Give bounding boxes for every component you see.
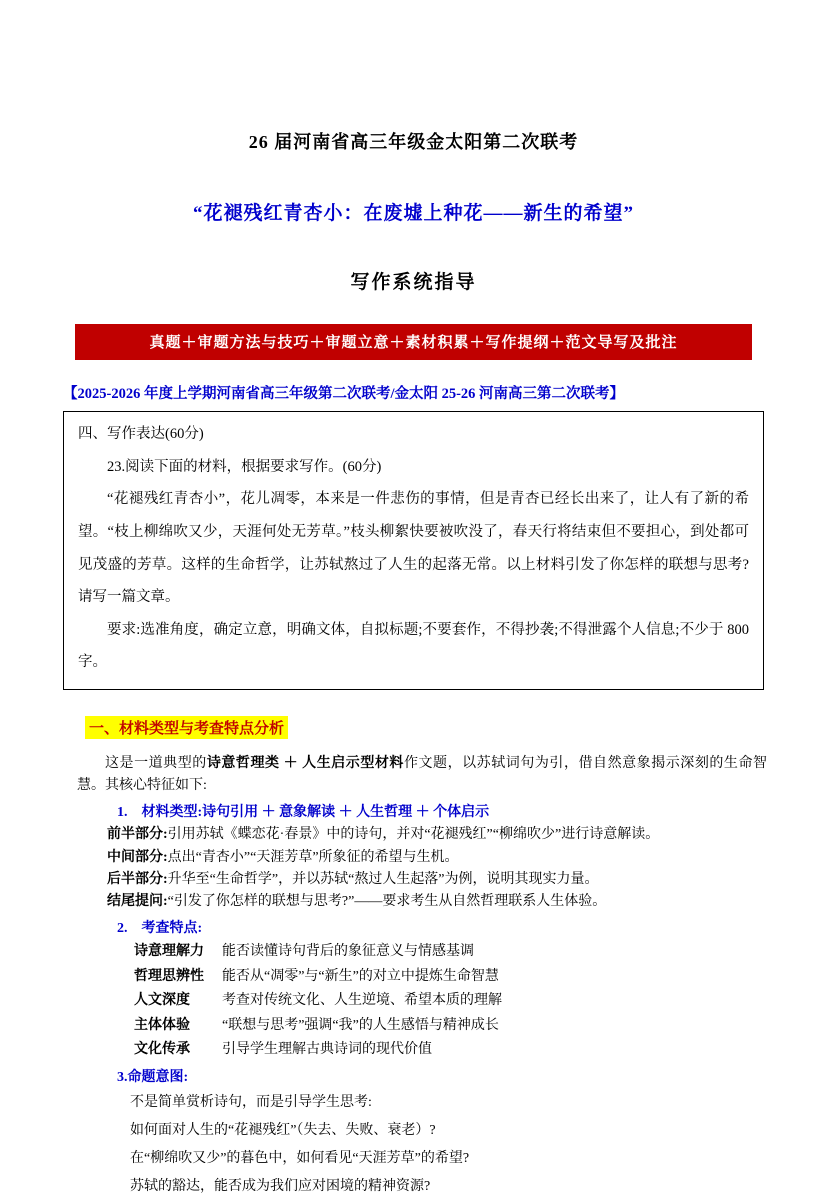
exam-section-title: 四、写作表达(60分) [78,426,204,442]
feature-desc-poetic: 能否读懂诗句背后的象征意义与情感基调 [222,944,474,960]
point1-item-latter [107,869,779,891]
point1-item-middle-text: 点出“青杏小”“天涯芳草”所象征的希望与生机。 [167,849,459,865]
feature-row-philosophy [134,965,764,990]
point1-heading: 1. 材料类型:诗句引用 ＋ 意象解读 ＋ 人生哲理 ＋ 个体启示 [117,804,490,820]
doc-title-main: 26 届河南省高三年级金太阳第二次联考 [248,132,579,152]
point3-line-2: 如何面对人生的“花褪残红”（失去、失败、衰老）? [130,1123,436,1139]
point1-item-latter-label: 后半部分: [107,871,168,887]
feature-label-poetic: 诗意理解力 [134,944,204,960]
point3-line-1: 不是简单赏析诗句，而是引导学生思考: [130,1095,372,1111]
feature-row-humanistic [134,989,764,1014]
point1-item-latter-text: 升华至“生命哲学”，并以苏轼“熬过人生起落”为例，说明其现实力量。 [167,871,599,887]
point1-item-middle-label: 中间部分: [107,849,168,865]
intro-text-post: 作文题，以苏轼词句为引，借自然意象揭示深刻的生命智慧。其核心特征如下: [77,756,768,794]
feature-label-humanistic: 人文深度 [134,993,190,1009]
feature-label-philosophy: 哲理思辨性 [134,968,204,984]
point2-heading: 2. 考查特点: [117,920,203,936]
point1-item-ending [107,891,779,913]
doc-title-theme: “花褪残红青杏小：在废墟上种花——新生的希望” [192,203,634,224]
point1-item-middle [107,847,779,869]
feature-desc-cultural: 引导学生理解古典诗词的现代价值 [222,1042,432,1058]
intro-text-pre: 这是一道典型的 [105,756,207,771]
analysis-section-heading: 一、材料类型与考查特点分析 [85,716,288,739]
analysis-intro-paragraph [77,753,767,798]
feature-desc-philosophy: 能否从“凋零”与“新生”的对立中提炼生命智慧 [222,968,499,984]
feature-desc-humanistic: 考查对传统文化、人生逆境、希望本质的理解 [222,993,502,1009]
exam-reference-line: 【2025-2026 年度上学期河南省高三年级第二次联考/金太阳 25-26 河南高三第二次联考】 [63,386,625,402]
exam-material-paragraph: “花褪残红青杏小”，花儿凋零，本来是一件悲伤的事情，但是青杏已经长出来了，让人有了新的希望。“枝上柳绵吹又少，天涯何处无芳草。”枝头柳絮快要被吹没了，春天行将结束但不要担心，到处都可见茂盛的芳草。这样的生命哲学，让苏轼熬过了人生的起落无常。以上材料引发了你怎样的联想与思考?请写一篇文章。 [78,491,749,606]
feature-row-subjective [134,1014,764,1039]
exam-question-number: 23.阅读下面的材料，根据要求写作。(60分) [107,458,382,475]
intro-text-bold: 诗意哲理类 ＋ 人生启示型材料 [206,756,404,771]
point3-line-4: 苏轼的豁达，能否成为我们应对困境的精神资源? [130,1179,431,1195]
point3-heading: 3.命题意图: [117,1069,189,1085]
point1-item-front [107,824,779,846]
doc-title-sub: 写作系统指导 [350,272,477,293]
feature-row-cultural [134,1038,764,1063]
feature-label-subjective: 主体体验 [134,1017,190,1033]
banner-strip [75,324,752,360]
point1-item-ending-label: 结尾提问: [107,894,168,910]
feature-row-poetic [134,940,764,965]
point1-item-ending-text: “引发了你怎样的联想与思考?”——要求考生从自然哲理联系人生体验。 [167,894,607,910]
point3-line-3: 在“柳绵吹又少”的暮色中，如何看见“天涯芳草”的希望? [130,1151,470,1167]
exam-requirements: 要求:选准角度，确定立意，明确文体，自拟标题;不要套作，不得抄袭;不得泄露个人信息;不少于 800字。 [78,621,749,671]
exam-question-box [63,411,764,690]
feature-label-cultural: 文化传承 [134,1042,190,1058]
feature-desc-subjective: “联想与思考”强调“我”的人生感悟与精神成长 [222,1017,499,1033]
analysis-section [77,716,768,1201]
banner-text: 真题＋审题方法与技巧＋审题立意＋素材积累＋写作提纲＋范文导写及批注 [149,335,678,351]
point1-item-front-text: 引用苏轼《蝶恋花·春景》中的诗句，并对“花褪残红”“柳绵吹少”进行诗意解读。 [167,827,660,843]
analysis-heading-row [77,716,764,739]
point1-item-front-label: 前半部分: [107,827,168,843]
